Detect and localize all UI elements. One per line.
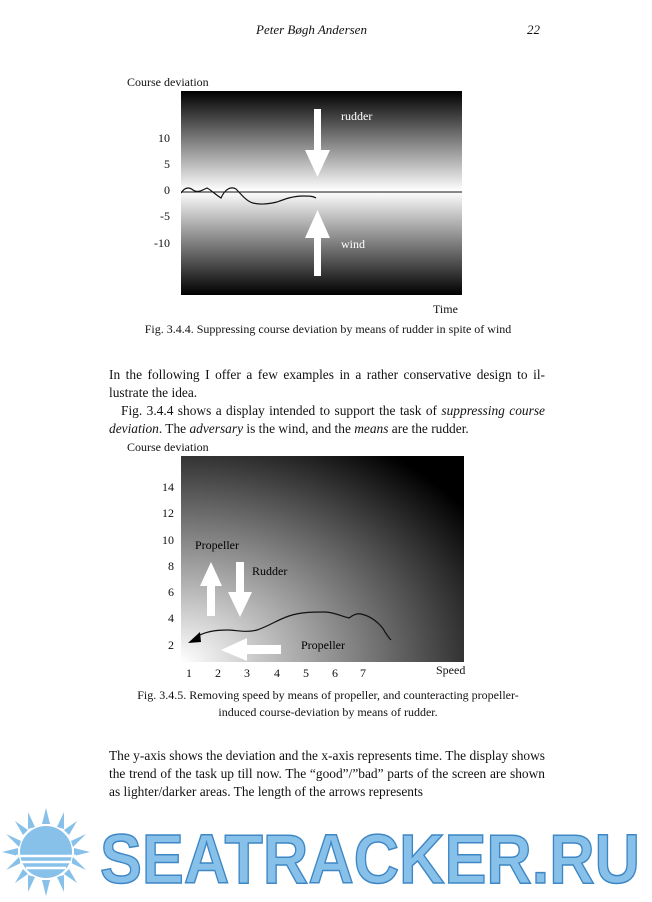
fig1-ytick: 5 <box>164 157 170 171</box>
fig2-xtick: 4 <box>274 666 280 680</box>
fig2-ytick: 2 <box>168 638 174 652</box>
running-header-author: Peter Bøgh Andersen <box>256 22 367 37</box>
fig1-ytick: -10 <box>154 236 170 250</box>
paragraph-fig-description: Fig. 3.4.4 shows a display intended to support the task of suppressing course deviation. The adversary is the wind, and the means are the rudder. <box>109 403 545 436</box>
fig2-xtick: 7 <box>360 666 366 680</box>
fig2-xtick: 3 <box>244 666 250 680</box>
paragraph-intro: In the following I offer a few examples in a rather conservative design to il-lustrate the idea. <box>109 367 545 400</box>
fig2-xtick: 5 <box>303 666 309 680</box>
fig1-ytick: 10 <box>158 131 170 145</box>
fig1-wind-label: wind <box>341 237 365 251</box>
fig2-rudder-label: Rudder <box>252 564 288 578</box>
fig2-propeller-left-label: Propeller <box>301 638 345 652</box>
fig1-rudder-label: rudder <box>341 109 373 123</box>
fig2-ytick: 14 <box>162 480 174 494</box>
fig2-ytick: 4 <box>168 611 174 625</box>
fig1-y-axis-label: Course deviation <box>127 75 209 89</box>
fig2-gradient-display <box>181 456 464 662</box>
fig2-xtick: 1 <box>186 666 192 680</box>
sun-icon <box>2 808 90 896</box>
fig1-x-axis-label: Time <box>433 302 458 316</box>
fig2-y-axis-label: Course deviation <box>127 440 209 454</box>
fig2-ytick: 6 <box>168 585 174 599</box>
fig2-propeller-up-label: Propeller <box>195 538 239 552</box>
fig2-ytick: 10 <box>162 533 174 547</box>
fig2-ytick: 8 <box>168 559 174 573</box>
fig1-ytick: -5 <box>160 209 170 223</box>
fig2-ytick: 12 <box>162 506 174 520</box>
fig2-x-axis-label: Speed <box>436 663 466 677</box>
fig1-ytick: 0 <box>164 183 170 197</box>
fig2-caption-line2: induced course-deviation by means of rudder. <box>218 705 438 719</box>
fig2-caption-line1: Fig. 3.4.5. Removing speed by means of propeller, and counteracting propeller- <box>137 688 519 702</box>
paragraph-axis-explanation: The y-axis shows the deviation and the x-axis represents time. The display shows the trend of the task up till now. The “good”/”bad” parts of the screen are shown as lighter/darker areas. The length of the arrows represents <box>109 748 545 799</box>
fig2-xtick: 2 <box>215 666 221 680</box>
fig2-background <box>181 456 464 662</box>
fig2-xtick: 6 <box>332 666 338 680</box>
fig1-gradient-display <box>181 91 462 295</box>
page-number: 22 <box>527 22 540 37</box>
fig1-caption: Fig. 3.4.4. Suppressing course deviation by means of rudder in spite of wind <box>144 322 512 336</box>
watermark-text: SEATRACKER.RU <box>100 820 640 898</box>
watermark-logo <box>0 800 652 902</box>
